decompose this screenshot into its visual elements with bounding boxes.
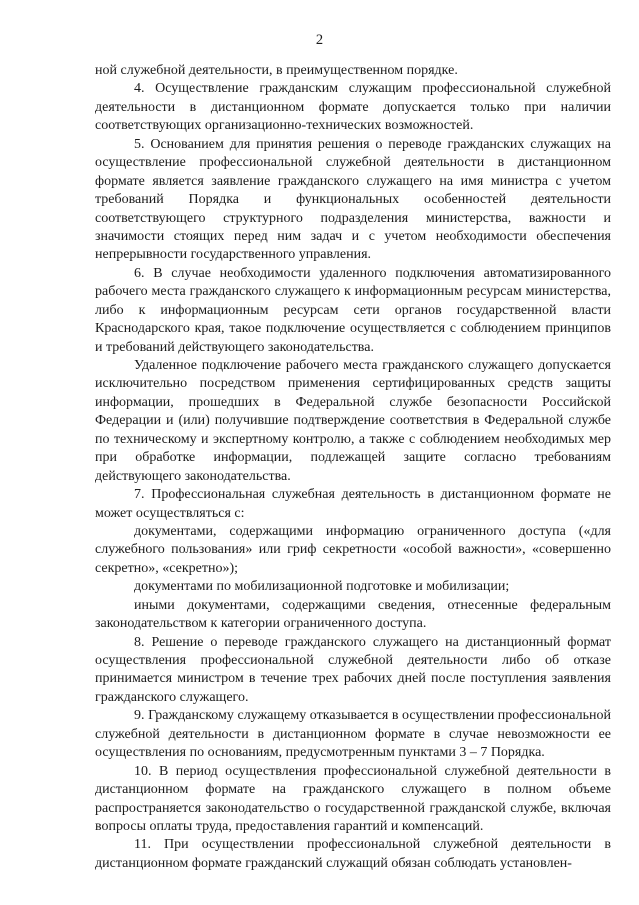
paragraph: 8. Решение о переводе гражданского служащего на дистанционный формат осуществления профессиональной служебной деятельности либо об отказе принимается министром в течение трех рабочих дней после поступления заявления гражданского служащего. — [95, 634, 611, 705]
paragraph: документами по мобилизационной подготовке и мобилизации; — [134, 579, 510, 595]
paragraph: 11. При осуществлении профессиональной служебной деятельности в дистанционном формате гражданский служащий обязан соблюдать установлен- — [95, 837, 611, 871]
paragraph: иными документами, содержащими сведения, отнесенные федеральным законодательством к категории ограниченного доступа. — [95, 597, 611, 632]
page-number: 2 — [315, 32, 324, 48]
document-body — [95, 62, 611, 873]
paragraph: 6. В случае необходимости удаленного подключения автоматизированного рабочего места гражданского служащего к информационным ресурсам министерства, либо к информационным ресурсам сети органов государственной власти Краснодарского края, такое подключение осуществляется с соблюдением принципов и требований действующего законодательства. — [95, 265, 611, 355]
paragraph: документами, содержащими информацию ограниченного доступа («для служебного пользования» или гриф секретности «особой важности», «совершенно секретно», «секретно»); — [95, 523, 611, 576]
paragraph: ной служебной деятельности, в преимущественном порядке. — [95, 63, 458, 78]
paragraph: Удаленное подключение рабочего места гражданского служащего допускается исключительно посредством применения сертифицированных средств защиты информации, прошедших в Федеральной службе безопасности Российской Федерации и (или) получившие подтверждение соответствия в Федеральной службе по техническому и экспертному контролю, а также с соблюдением необходимых мер при обработке информации, подлежащей защите согласно требованиям действующего законодательства. — [95, 358, 611, 484]
paragraph: 5. Основанием для принятия решения о переводе гражданских служащих на осуществление профессиональной служебной деятельности в дистанционном формате является заявление гражданского служащего на имя министра с учетом требований Порядка и функциональных особенностей деятельности соответствующего структурного подразделения министерства, важности и значимости стоящих перед ним задач и с учетом необходимости обеспечения непрерывности государственного управления. — [95, 136, 611, 263]
paragraph: 7. Профессиональная служебная деятельность в дистанционном формате не может осуществляться с: — [95, 487, 611, 521]
paragraph: 9. Гражданскому служащему отказывается в осуществлении профессиональной служебной деятельности в дистанционном формате в случае невозможности ее осуществления по основаниям, предусмотренным пунктами 3 – 7 Порядка. — [95, 708, 611, 761]
paragraph: 10. В период осуществления профессиональной служебной деятельности в дистанционном формате на гражданского служащего в полном объеме распространяется законодательство о государственной гражданской службе, включая вопросы оплаты труда, предоставления гарантий и компенсаций. — [95, 763, 611, 834]
paragraph: 4. Осуществление гражданским служащим профессиональной служебной деятельности в дистанционном формате допускается только при наличии соответствующих организационно-технических возможностей. — [95, 81, 611, 134]
